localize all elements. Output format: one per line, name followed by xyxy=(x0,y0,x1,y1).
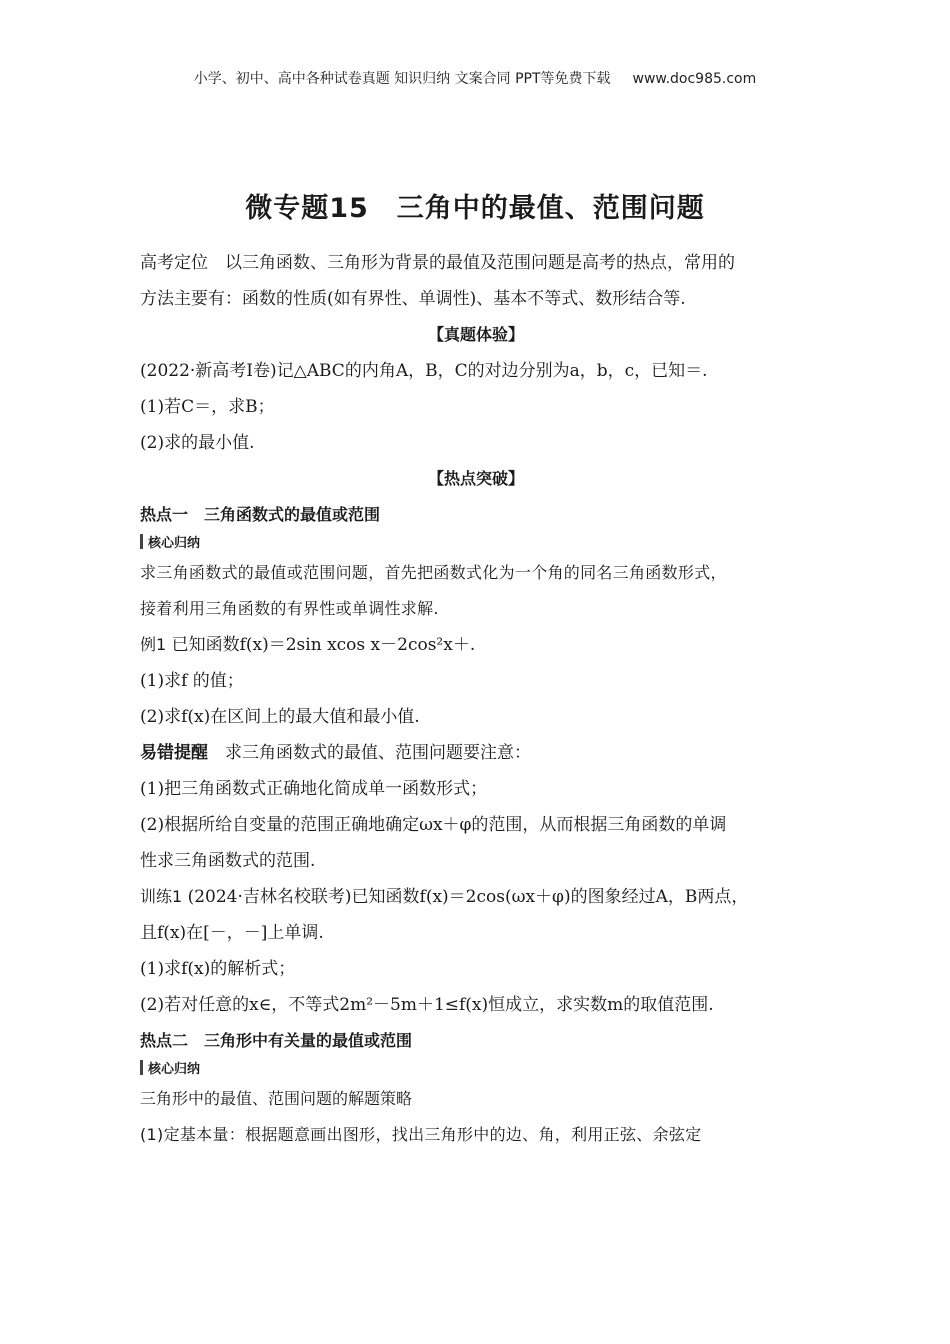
section-real-heading: 【真题体验】 xyxy=(427,325,524,344)
hot1-heading: 热点一 三角函数式的最值或范围 xyxy=(140,505,381,524)
hot1-core-tag xyxy=(140,532,812,550)
example1-line-3: (2)求f(x)在区间上的最大值和最小值. xyxy=(140,707,420,727)
warning-item-2a: (2)根据所给自变量的范围正确地确定ωx＋φ的范围，从而根据三角函数的单调 xyxy=(140,815,727,835)
hot2-summary-2: (1)定基本量：根据题意画出图形，找出三角形中的边、角，利用正弦、余弦定 xyxy=(140,1125,702,1144)
warning-line xyxy=(140,742,812,764)
warning-label: 易错提醒 xyxy=(140,743,208,763)
header-site: www.doc985.com xyxy=(632,71,757,87)
hot2-summary-1: 三角形中的最值、范围问题的解题策略 xyxy=(140,1089,413,1108)
header-text: 小学、初中、高中各种试卷真题 知识归纳 文案合同 PPT等免费下载 xyxy=(193,71,611,87)
training1-line-2: 且f(x)在[－，－]上单调. xyxy=(140,923,324,943)
training1-line-3: (1)求f(x)的解析式； xyxy=(140,959,296,979)
warning-item-1: (1)把三角函数式正确地化简成单一函数形式； xyxy=(140,779,488,799)
training1-label: 训练1 xyxy=(140,887,183,906)
training1-line-4: (2)若对任意的x∈，不等式2m²－5m＋1≤f(x)恒成立，求实数m的取值范围. xyxy=(140,995,714,1015)
real-line-2: (1)若C＝，求B； xyxy=(140,397,275,417)
hot1-summary-1: 求三角函数式的最值或范围问题，首先把函数式化为一个角的同名三角函数形式， xyxy=(140,563,727,582)
intro-line-1: 高考定位 以三角函数、三角形为背景的最值及范围问题是高考的热点，常用的 xyxy=(140,253,735,273)
example1-text: 已知函数f(x)＝2sin xcos x－2cos²x＋. xyxy=(171,635,476,655)
hot1-core-label: 核心归纳 xyxy=(148,535,201,551)
document-body xyxy=(140,252,812,1160)
core-bar-icon xyxy=(140,1060,143,1075)
training1-line-1 xyxy=(140,886,812,908)
warning-text: 求三角函数式的最值、范围问题要注意： xyxy=(208,743,531,763)
page-header xyxy=(0,68,950,88)
example1-line-2: (1)求f 的值； xyxy=(140,671,244,691)
real-line-3: (2)求的最小值. xyxy=(140,433,255,453)
section-hot-heading: 【热点突破】 xyxy=(427,469,524,488)
example1-line-1 xyxy=(140,634,812,656)
example1-label: 例1 xyxy=(140,635,167,654)
hot2-core-label: 核心归纳 xyxy=(148,1061,201,1077)
hot2-core-tag xyxy=(140,1058,812,1076)
warning-item-2b: 性求三角函数式的范围. xyxy=(140,851,316,871)
intro-line-2: 方法主要有：函数的性质(如有界性、单调性)、基本不等式、数形结合等. xyxy=(140,289,686,309)
hot2-heading: 热点二 三角形中有关量的最值或范围 xyxy=(140,1031,413,1050)
real-line-1: (2022·新高考Ⅰ卷)记△ABC的内角A，B，C的对边分别为a，b，c，已知＝. xyxy=(140,361,708,381)
training1-text: (2024·吉林名校联考)已知函数f(x)＝2cos(ωx＋φ)的图象经过A，B两点， xyxy=(187,887,749,907)
page-title: 微专题15 三角中的最值、范围问题 xyxy=(245,193,705,224)
hot1-summary-2: 接着利用三角函数的有界性或单调性求解. xyxy=(140,599,439,618)
core-bar-icon xyxy=(140,534,143,549)
